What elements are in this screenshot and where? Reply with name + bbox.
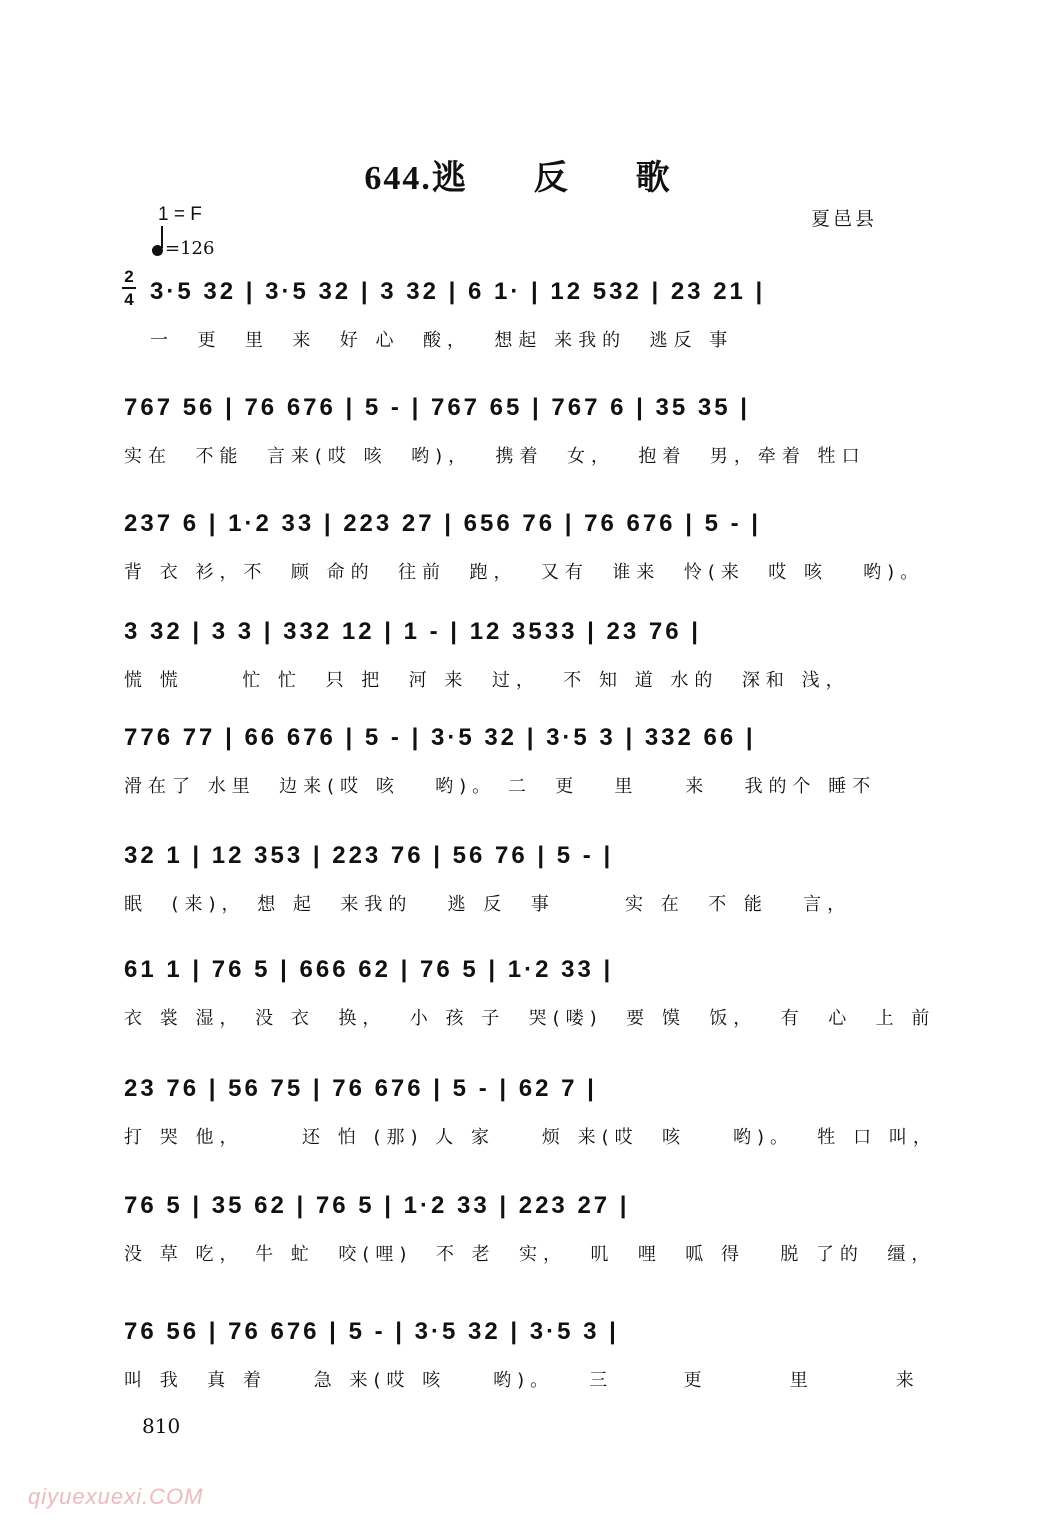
- song-name: 逃 反 歌: [431, 158, 698, 198]
- lyrics: 实在 不能 言来(哎 咳 哟)， 携着 女， 抱着 男，牵着 牲口: [124, 446, 866, 467]
- lyrics: 慌 慌 忙 忙 只 把 河 来 过， 不 知 道 水的 深和 浅，: [124, 670, 850, 691]
- notation: 61 1 | 76 5 | 666 62 | 76 5 | 1·2 33 |: [124, 956, 614, 983]
- lyrics: 眠 (来)， 想 起 来我的 逃 反 事 实 在 不 能 言，: [124, 894, 852, 915]
- lyrics: 一 更 里 来 好 心 酸， 想起 来我的 逃反 事: [150, 330, 734, 351]
- lyrics: 叫 我 真 着 急 来(哎 咳 哟)。 三 更 里 来: [124, 1370, 920, 1391]
- tempo-marking: [152, 232, 214, 259]
- notation: 776 77 | 66 676 | 5 - | 3·5 32 | 3·5 3 | 332 66 |: [124, 724, 756, 751]
- time-signature: [122, 268, 136, 308]
- lyrics: 打 哭 他， 还 怕 (那) 人 家 烦 来(哎 咳 哟)。 牲 口 叫，: [124, 1127, 937, 1148]
- key-signature: 1 = F: [158, 204, 202, 225]
- lyrics: 没 草 吃， 牛 虻 咬(哩) 不 老 实， 叽 哩 呱 得 脱 了的 缰，: [124, 1244, 936, 1265]
- song-number: 644.: [364, 160, 432, 197]
- notation: 767 56 | 76 676 | 5 - | 767 65 | 767 6 | 35 35 |: [124, 394, 750, 421]
- lyrics: 滑在了 水里 边来(哎 咳 哟)。 二 更 里 来 我的个 睡不: [124, 776, 877, 797]
- notation: 237 6 | 1·2 33 | 223 27 | 656 76 | 76 676 | 5 - |: [124, 510, 761, 537]
- notation: 32 1 | 12 353 | 223 76 | 56 76 | 5 - |: [124, 842, 614, 869]
- site-watermark: qiyuexuexi.COM: [28, 1484, 204, 1509]
- notation: 3·5 32 | 3·5 32 | 3 32 | 6 1· | 12 532 | 23 21 |: [150, 278, 766, 305]
- song-origin: 夏邑县: [810, 208, 877, 230]
- time-signature-top: 2: [124, 267, 134, 286]
- notation: 76 5 | 35 62 | 76 5 | 1·2 33 | 223 27 |: [124, 1192, 630, 1219]
- page-number: 810: [142, 1414, 181, 1438]
- notation: 3 32 | 3 3 | 332 12 | 1 - | 12 3533 | 23 76 |: [124, 618, 701, 645]
- tempo-value: =126: [165, 238, 215, 259]
- lyrics: 背 衣 衫，不 顾 命的 往前 跑， 又有 谁来 怜(来 哎 咳 哟)。: [124, 562, 925, 583]
- song-title: [0, 150, 1062, 199]
- notation: 23 76 | 56 75 | 76 676 | 5 - | 62 7 |: [124, 1075, 597, 1102]
- time-signature-bottom: 4: [124, 290, 134, 309]
- notation: 76 56 | 76 676 | 5 - | 3·5 32 | 3·5 3 |: [124, 1318, 619, 1345]
- lyrics: 衣 裳 湿， 没 衣 换， 小 孩 子 哭(喽) 要 馍 饭， 有 心 上 前: [124, 1008, 936, 1029]
